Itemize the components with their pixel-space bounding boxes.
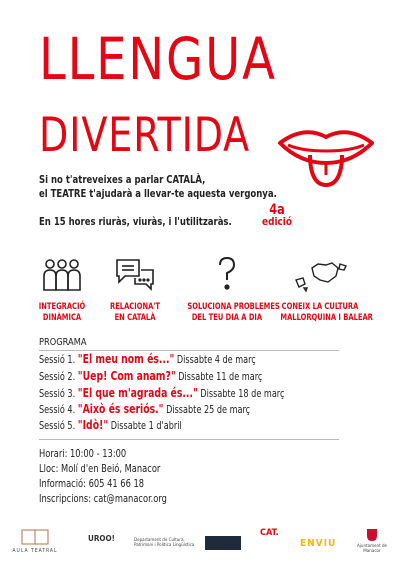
feature-coneix (275, 256, 373, 324)
coat-of-arms-icon (366, 528, 378, 542)
feature-line-1: RELACIONA'T (110, 302, 160, 312)
page-title-line1: LLENGUA (39, 25, 277, 93)
session-title: "Idò!" (77, 418, 109, 432)
intro-text (39, 174, 277, 201)
feature-line-2: DINÀMICA (42, 313, 82, 323)
chat-bubbles-icon (113, 256, 157, 292)
intro-line-3: En 15 hores riuràs, viuràs, i l'utilitzaràs. (39, 216, 232, 228)
sponsor-logos (0, 528, 400, 558)
session-label: Sessió 1. (39, 354, 76, 366)
edition-number: 4a (269, 202, 285, 218)
programa-heading: PROGRAMA (39, 337, 87, 348)
feature-soluciona (182, 256, 280, 324)
session-label: Sessió 5. (39, 420, 76, 432)
info-lloc: Lloc: Molí d'en Beió, Manacor (39, 463, 161, 475)
balearic-map-icon (292, 260, 348, 292)
uroo-logo: UROO! (88, 534, 115, 543)
feature-line-1: CONEIX LA CULTURA (281, 302, 359, 312)
cat-logo: CAT. (260, 528, 279, 538)
info-inscripcions[interactable]: Inscripcions: cat@manacor.org (39, 493, 167, 505)
feature-line-2: EN CATALÀ (114, 313, 156, 323)
session-title: "Uep! Com anam?" (77, 369, 176, 383)
feature-line-1: INTEGRACIÓ (38, 302, 86, 312)
sponsor-dark-logo (205, 536, 241, 550)
session-date: Dissabte 25 de març (166, 404, 251, 416)
session-title: "Això és seriós." (77, 402, 164, 416)
info-block (39, 447, 167, 507)
intro-line-1: Si no t'atreveixes a parlar CATALÀ, (39, 174, 206, 186)
session-3 (39, 386, 284, 400)
group-icon (41, 256, 83, 292)
divider (39, 439, 339, 440)
session-title: "El meu nom és..." (77, 352, 175, 366)
feature-line-2: MALLORQUINA I BALEAR (280, 313, 373, 323)
enviu-logo: ENVIU (300, 538, 337, 549)
session-date: Dissabte 18 de març (200, 388, 285, 400)
aula-teatral-text: AULA TEATRAL (12, 548, 58, 554)
aula-teatral-mark-icon (20, 528, 50, 546)
divider (39, 350, 339, 351)
session-label: Sessió 3. (39, 388, 76, 400)
feature-line-1: SOLUCIONA PROBLEMES (187, 302, 280, 312)
page-title-line2: DIVERTIDA (39, 108, 251, 163)
session-1 (39, 352, 256, 366)
session-5 (39, 418, 182, 432)
session-date: Dissabte 1 d'abril (110, 420, 182, 432)
session-date: Dissabte 4 de març (176, 354, 256, 366)
ajuntament-logo (352, 528, 392, 554)
intro-line-2: el TEATRE t'ajudarà a llevar-te aquesta vergonya. (39, 187, 277, 200)
session-label: Sessió 2. (39, 371, 76, 383)
question-mark-icon (215, 256, 239, 292)
edition-badge (258, 202, 296, 228)
mouth-tongue-icon (276, 125, 376, 191)
departament-logo: Departament de Cultura, Patrimoni i Política Lingüística (134, 538, 195, 548)
info-informacio: Informació: 605 41 66 18 (39, 478, 145, 490)
session-title: "El que m'agrada és..." (77, 386, 198, 400)
info-horari: Horari: 10:00 - 13:00 (39, 448, 127, 460)
feature-line-2: DEL TEU DIA A DIA (191, 313, 263, 323)
ajuntament-text: Ajuntament de Manacor (356, 544, 388, 554)
edition-label: edició (262, 215, 292, 228)
feature-relaciona (90, 256, 180, 324)
session-date: Dissabte 11 de març (178, 371, 263, 383)
session-2 (39, 369, 262, 383)
aula-teatral-logo (8, 528, 62, 554)
session-4 (39, 402, 250, 416)
session-label: Sessió 4. (39, 404, 76, 416)
